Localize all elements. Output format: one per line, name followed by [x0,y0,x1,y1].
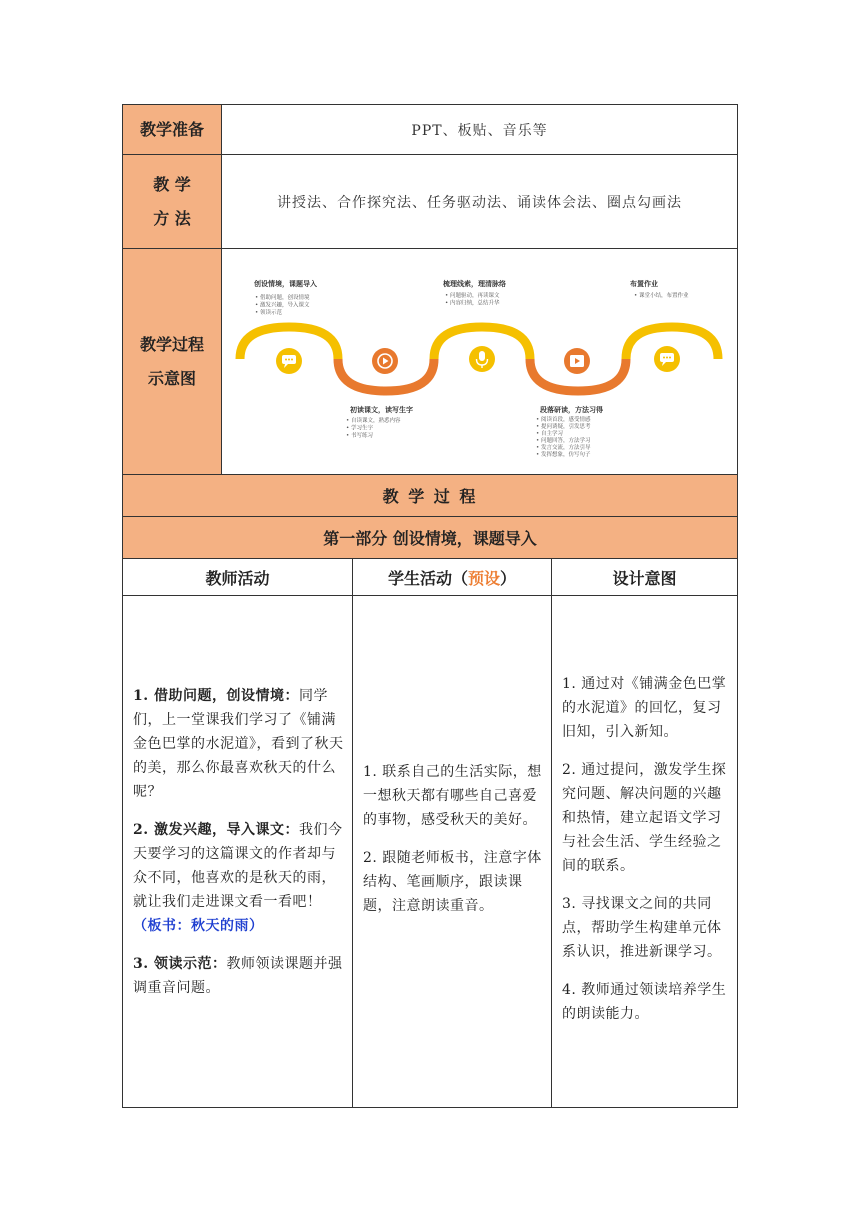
step-title: 创设情境，课题导入 [254,279,317,288]
diagram-label-line2: 示意图 [147,368,196,388]
diagram-step-4 [536,405,603,458]
prep-label: 教学准备 [122,104,222,155]
process-heading: 教 学 过 程 [122,474,738,517]
chat-icon [654,346,680,372]
student-header-suffix: ） [500,568,517,588]
teacher-item-2 [133,818,344,914]
chat-icon [276,348,302,374]
diagram-step-1 [253,279,317,316]
method-label-line1: 教 学 [153,174,191,194]
step-title: 梳理线索，理清脉络 [443,279,506,288]
teacher-item-1-label: 1. 借助问题，创设情境： [133,688,299,704]
process-diagram [222,249,737,474]
teacher-item-3-text: 教师领读课题并强调重音问题。 [133,956,343,996]
step-title: 段落研读，方法习得 [540,405,603,414]
step-item: • 借助问题，创设情境 [255,295,310,301]
diagram-label [122,248,222,475]
diagram-step-3 [442,279,506,307]
microphone-icon [469,346,495,372]
step-title: 初读课文，读写生字 [350,405,413,414]
method-label [122,154,222,249]
step-item: • 课堂小结，布置作业 [634,293,689,299]
step-item: • 自主学习 [536,431,564,437]
student-item-1: 1. 联系自己的生活实际，想一想秋天都有哪些自己喜爱的事物，感受秋天的美好。 [363,764,542,828]
diagram-step-2 [346,405,413,439]
step-item: • 发挥想象，仿写句子 [536,452,591,458]
step-item: • 提问诱疑，引发思考 [536,424,591,430]
step-item: • 激发兴趣，导入课文 [255,302,310,309]
teacher-item-2-text: 我们今天要学习的这篇课文的作者却与众不同，他喜欢的是秋天的雨，就让我们走进课文看一看吧！ [133,822,343,910]
play-icon [372,348,398,374]
step-title: 布置作业 [630,279,658,288]
process-diagram-cell [221,248,738,475]
student-header-prefix: 学生活动（ [387,568,468,588]
video-icon [564,348,590,374]
student-header-accent: 预设 [467,568,500,588]
design-intent-cell [551,595,738,1108]
step-item: • 阅读首段，感受情感 [536,417,591,423]
design-column-header: 设计意图 [551,558,738,596]
teacher-item-1 [133,684,344,804]
method-label-line2: 方 法 [153,208,191,228]
prep-value: PPT、板贴、音乐等 [221,104,738,155]
step-item: • 问题回答，方法学习 [536,438,591,444]
step-item: • 书写练习 [346,433,374,439]
student-column-header [352,558,552,596]
step-item: • 自读课文，熟悉内容 [346,418,401,424]
part-heading: 第一部分 创设情境，课题导入 [122,516,738,559]
step-item: • 领读示范 [255,310,283,316]
teacher-item-3 [133,952,344,1000]
teacher-activity-cell [122,595,353,1108]
board-note: （板书：秋天的雨） [133,918,264,934]
design-item-3: 3. 寻找课文之间的共同点，帮助学生构建单元体系认识，推进新课学习。 [562,896,722,960]
design-item-4: 4. 教师通过领读培养学生的朗读能力。 [562,982,727,1022]
teacher-item-3-label: 3. 领读示范： [133,956,227,972]
diagram-step-5 [630,279,689,299]
step-item: • 发言交流，方法引导 [536,445,591,451]
design-item-2: 2. 通过提问，激发学生探究问题、解决问题的兴趣和热情，建立起语文学习与社会生活、学生经验之间的联系。 [562,762,727,874]
step-item: • 内容归纳，总结升华 [445,300,500,307]
design-item-1: 1. 通过对《铺满金色巴掌的水泥道》的回忆，复习旧知，引入新知。 [562,676,727,740]
teacher-item-2-label: 2. 激发兴趣，导入课文： [133,822,299,838]
teacher-item-1-text: 同学们，上一堂课我们学习了《铺满金色巴掌的水泥道》，看到了秋天的美，那么你最喜欢秋天的什么呢？ [133,688,344,800]
step-item: • 问题驱动，再读课文 [445,293,500,299]
diagram-label-line1: 教学过程 [139,334,204,354]
teacher-column-header: 教师活动 [122,558,353,596]
method-value: 讲授法、合作探究法、任务驱动法、诵读体会法、圈点勾画法 [221,154,738,249]
lesson-plan-table [122,104,738,1108]
step-item: • 学习生字 [346,425,374,432]
student-activity-cell [352,595,552,1108]
student-item-2: 2. 跟随老师板书，注意字体结构、笔画顺序，跟读课题，注意朗读重音。 [363,850,542,914]
